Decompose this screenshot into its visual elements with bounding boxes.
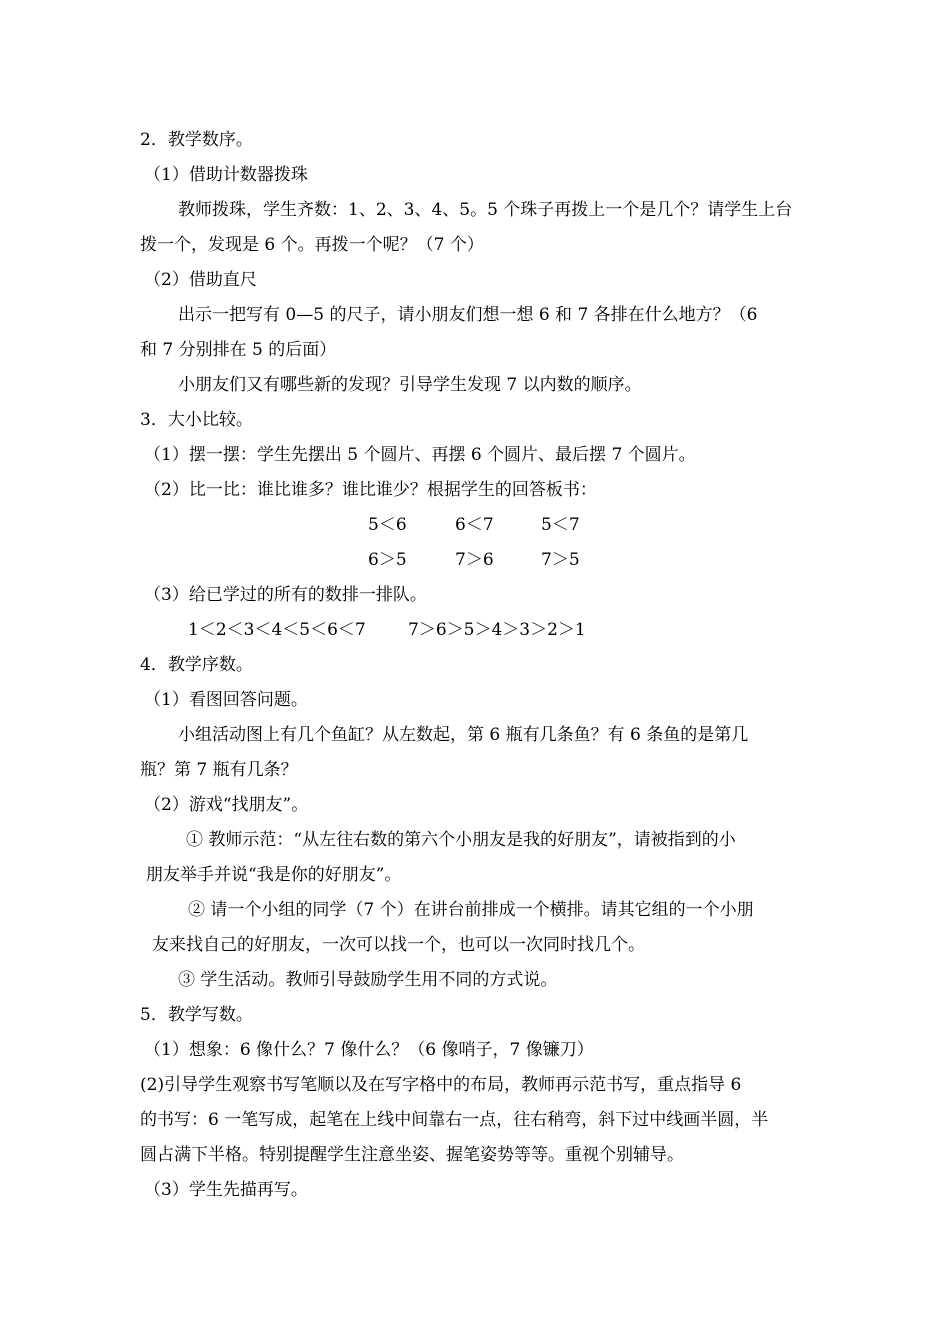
subsection-heading: （3）学生先描再写。 — [144, 1180, 308, 1200]
paragraph-line: 出示一把写有 0—5 的尺子，请小朋友们想一想 6 和 7 各排在什么地方？（6 — [178, 305, 758, 325]
descending-sequence: 7＞6＞5＞4＞3＞2＞1 — [408, 620, 586, 640]
subsection-heading: （1）想象：6 像什么？7 像什么？（6 像哨子，7 像镰刀） — [144, 1040, 594, 1060]
numbered-item: ① 教师示范：“从左往右数的第六个小朋友是我的好朋友”，请被指到的小 — [186, 830, 736, 850]
paragraph-line: 朋友举手并说“我是你的好朋友”。 — [146, 865, 402, 885]
paragraph-line: 拨一个，发现是 6 个。再拨一个呢？（7 个） — [140, 235, 484, 255]
section-5-heading: 5．教学写数。 — [140, 1005, 253, 1025]
comparison-item: 7＞6 — [455, 550, 494, 570]
subsection-heading: （2）比一比：谁比谁多？谁比谁少？根据学生的回答板书： — [144, 480, 597, 500]
paragraph-line: 圆占满下半格。特别提醒学生注意坐姿、握笔姿势等等。重视个别辅导。 — [140, 1145, 684, 1165]
comparison-item: 7＞5 — [541, 550, 580, 570]
subsection-heading: （1）摆一摆：学生先摆出 5 个圆片、再摆 6 个圆片、最后摆 7 个圆片。 — [144, 445, 696, 465]
paragraph-line: 的书写：6 一笔写成，起笔在上线中间靠右一点，往右稍弯，斜下过中线画半圆，半 — [140, 1110, 769, 1130]
paragraph-line: 友来找自己的好朋友，一次可以找一个，也可以一次同时找几个。 — [152, 935, 645, 955]
subsection-heading: （2）游戏“找朋友”。 — [144, 795, 309, 815]
paragraph-line: 小组活动图上有几个鱼缸？从左数起，第 6 瓶有几条鱼？有 6 条鱼的是第几 — [178, 725, 749, 745]
comparison-item: 5＜6 — [368, 515, 407, 535]
subsection-heading: （3）给已学过的所有的数排一排队。 — [144, 585, 427, 605]
section-3-heading: 3．大小比较。 — [140, 410, 253, 430]
subsection-heading: （2）借助直尺 — [144, 270, 257, 290]
paragraph-line: 小朋友们又有哪些新的发现？引导学生发现 7 以内数的顺序。 — [178, 375, 642, 395]
paragraph-line: (2)引导学生观察书写笔顺以及在写字格中的布局，教师再示范书写，重点指导 6 — [140, 1075, 742, 1095]
paragraph-line: 和 7 分别排在 5 的后面） — [140, 340, 337, 360]
ascending-sequence: 1＜2＜3＜4＜5＜6＜7 — [188, 620, 366, 640]
numbered-item: ③ 学生活动。教师引导鼓励学生用不同的方式说。 — [178, 970, 558, 990]
comparison-item: 5＜7 — [541, 515, 580, 535]
subsection-heading: （1）借助计数器拨珠 — [144, 165, 308, 185]
section-2-heading: 2．教学数序。 — [140, 130, 253, 150]
paragraph-line: 瓶？第 7 瓶有几条？ — [140, 760, 298, 780]
numbered-item: ② 请一个小组的同学（7 个）在讲台前排成一个横排。请其它组的一个小朋 — [188, 900, 754, 920]
comparison-item: 6＜7 — [455, 515, 494, 535]
section-4-heading: 4．教学序数。 — [140, 655, 253, 675]
paragraph-line: 教师拨珠，学生齐数：1、2、3、4、5。5 个珠子再拨上一个是几个？请学生上台 — [178, 200, 793, 220]
comparison-item: 6＞5 — [368, 550, 407, 570]
subsection-heading: （1）看图回答问题。 — [144, 690, 308, 710]
